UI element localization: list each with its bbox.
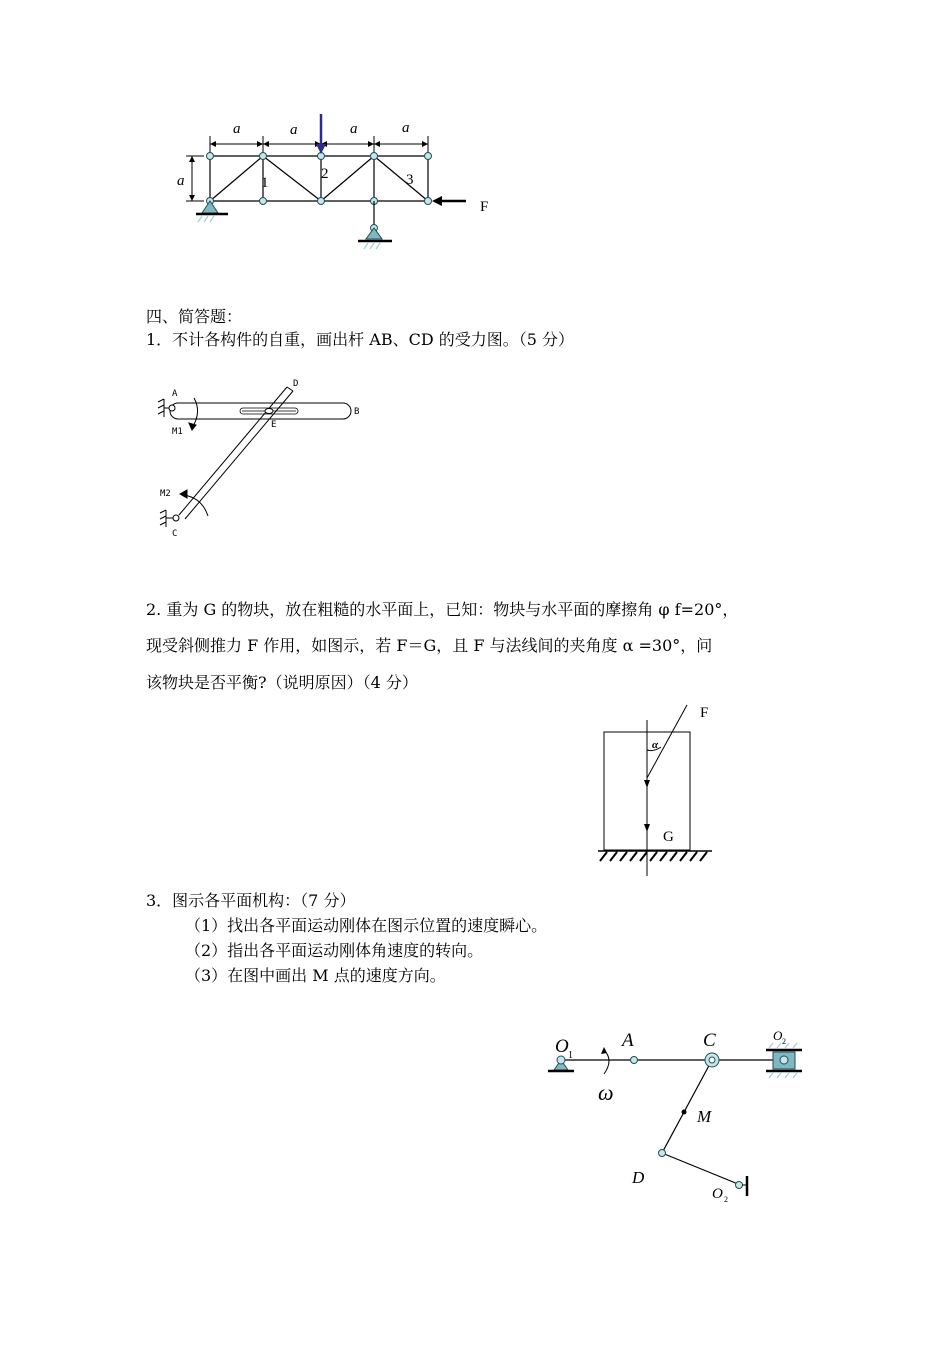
support-o2-lower xyxy=(736,1176,748,1196)
label-o2-top-sub: 2 xyxy=(782,1037,786,1046)
q2-line-3: 该物块是否平衡?（说明原因）（4 分） xyxy=(146,673,418,692)
member-label-1: 1 xyxy=(261,175,269,191)
member-label-3: 3 xyxy=(406,172,414,188)
q3-title: 3．图示各平面机构：（7 分） xyxy=(146,891,356,910)
dim-a-height: a xyxy=(177,173,185,189)
label-o2-bottom-sub: 2 xyxy=(724,1195,728,1204)
dim-a-2: a xyxy=(290,122,298,138)
label-g: G xyxy=(663,829,674,845)
left-support xyxy=(196,201,228,222)
label-m2: M2 xyxy=(160,489,171,499)
label-m-mech: M xyxy=(697,1107,712,1126)
q2-line-2: 现受斜侧推力 F 作用，如图示，若 F＝G，且 F 与法线间的夹角度 α =30°，问 xyxy=(146,636,713,655)
joint-d xyxy=(659,1150,666,1157)
label-c: C xyxy=(172,529,178,539)
label-a: A xyxy=(172,389,178,399)
joint-a xyxy=(631,1057,638,1064)
label-a-mech: A xyxy=(622,1030,634,1051)
truss-members xyxy=(210,156,428,201)
q3-item-2: （2）指出各平面运动刚体角速度的转向。 xyxy=(185,941,484,960)
q3-item-3: （3）在图中画出 M 点的速度方向。 xyxy=(185,966,446,985)
truss-joints xyxy=(207,153,432,205)
label-o2-bottom: O xyxy=(712,1186,723,1202)
mechanism-links xyxy=(561,1060,784,1184)
q2-figure xyxy=(590,700,730,880)
force-f-arrowhead xyxy=(644,780,650,788)
moment-m2-arrow xyxy=(180,490,208,516)
q3-item-1: （1）找出各平面运动刚体在图示位置的速度瞬心。 xyxy=(185,916,548,935)
force-f-arrow xyxy=(432,196,466,206)
member-label-2: 2 xyxy=(321,166,329,182)
dim-a-1: a xyxy=(233,121,241,137)
label-o1: O xyxy=(555,1036,569,1057)
pin-e xyxy=(265,409,273,414)
q1-text: 1．不计各构件的自重，画出杆 AB、CD 的受力图。（5 分） xyxy=(146,330,575,349)
truss-svg xyxy=(170,110,500,255)
label-c-mech: C xyxy=(703,1030,716,1051)
pin-a xyxy=(158,399,175,417)
dim-a-4: a xyxy=(402,120,410,136)
label-o1-sub: 1 xyxy=(568,1050,573,1061)
ground-hatch xyxy=(600,852,707,861)
pin-c xyxy=(160,510,179,527)
q3-svg xyxy=(540,1020,820,1210)
middle-support xyxy=(358,201,392,249)
alpha-label: α xyxy=(652,739,659,751)
point-m xyxy=(682,1110,687,1115)
joint-c xyxy=(705,1053,719,1067)
q2-line-1: 2. 重为 G 的物块，放在粗糙的水平面上，已知：物块与水平面的摩擦角 φ f=20°， xyxy=(146,600,739,619)
q1-svg xyxy=(150,370,380,545)
label-d: D xyxy=(293,379,299,389)
q3-figure xyxy=(540,1020,820,1210)
label-m1: M1 xyxy=(172,427,183,437)
label-d-mech: D xyxy=(632,1168,645,1187)
label-o2-top: O xyxy=(773,1028,783,1043)
force-f-label: F xyxy=(480,199,489,215)
q2-svg xyxy=(590,700,730,880)
q1-figure xyxy=(150,370,380,545)
section-title: 四、简答题： xyxy=(146,307,243,326)
label-f: F xyxy=(700,705,709,721)
label-e: E xyxy=(271,420,277,430)
dim-a-3: a xyxy=(350,121,358,137)
label-b: B xyxy=(354,407,360,417)
label-omega: ω xyxy=(598,1080,614,1105)
vertical-load-arrow xyxy=(316,114,326,154)
weight-g-arrow xyxy=(644,824,650,832)
truss-figure xyxy=(170,110,500,255)
